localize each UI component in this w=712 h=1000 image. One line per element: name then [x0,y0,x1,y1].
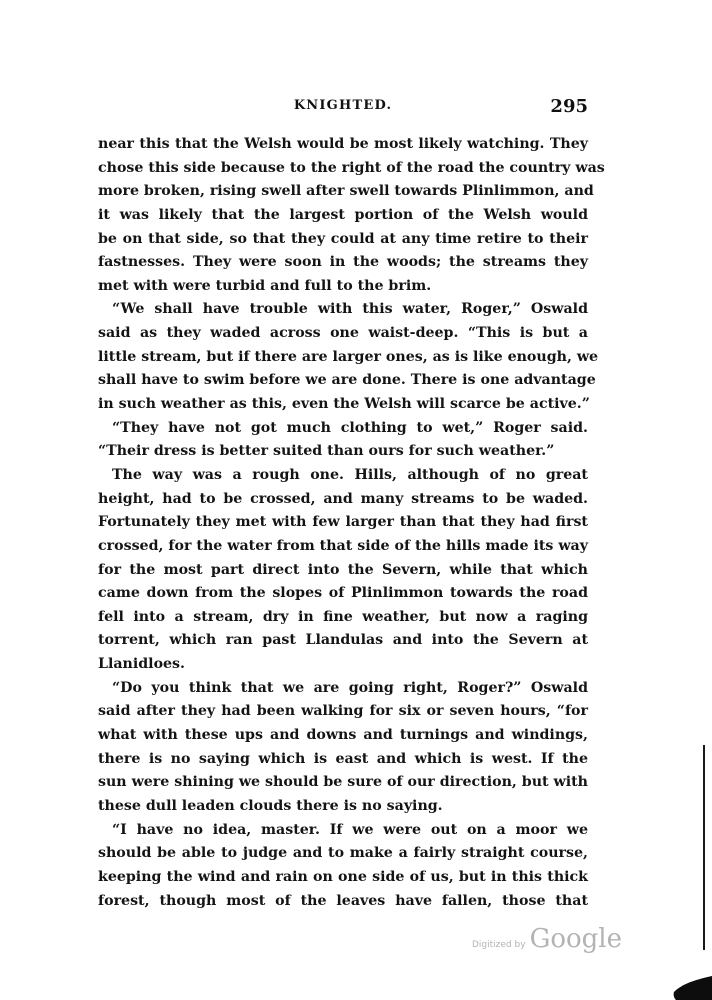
text-line: it was likely that the largest portion of the Welsh would [98,206,588,223]
text-line: Fortunately they met with few larger than that they had first [98,514,588,531]
text-line: what with these ups and downs and turnings and windings, [98,727,588,744]
text-line: in such weather as this, even the Welsh will scarce be active.” [98,396,590,413]
watermark-prefix: Digitized by [472,940,526,950]
text-line: chose this side because to the right of the road the country was [98,159,605,176]
text-line: should be able to judge and to make a fairly straight course, [98,845,588,862]
text-line: fastnesses. They were soon in the woods; the streams they [98,254,588,271]
text-line: crossed, for the water from that side of the hills made its way [98,537,588,554]
scan-thumb-mark [672,962,712,1000]
running-title: KNIGHTED. [293,98,393,113]
running-head [98,96,588,120]
text-line: for the most part direct into the Severn, while that which [98,561,588,578]
text-line: “We shall have trouble with this water, Roger,” Oswald [112,301,588,318]
google-logo: Google [529,924,622,954]
text-line: sun were shining we should be sure of our direction, but with [98,774,588,791]
text-line: “Do you think that we are going right, Roger?” Oswald [112,679,588,696]
text-line: said after they had been walking for six or seven hours, “for [98,703,588,720]
text-line: met with were turbid and full to the brim. [98,277,432,294]
digitized-watermark [472,924,622,954]
text-line: forest, though most of the leaves have fallen, those that [98,892,588,909]
text-line: Llanidloes. [98,656,185,673]
text-line: said as they waded across one waist-deep. “This is but a [98,325,588,342]
page-number: 295 [550,96,588,117]
text-line: came down from the slopes of Plinlimmon towards the road [98,585,588,602]
text-line: keeping the wind and rain on one side of us, but in this thick [98,868,588,885]
text-line: there is no saying which is east and which is west. If the [98,750,588,767]
text-line: more broken, rising swell after swell towards Plinlimmon, and [98,183,594,200]
text-line: “They have not got much clothing to wet,” Roger said. [112,419,588,436]
text-line: shall have to swim before we are done. There is one advantage [98,372,596,389]
body-text [98,133,605,913]
text-line: little stream, but if there are larger ones, as is like enough, we [98,348,599,365]
text-line: “Their dress is better suited than ours for such weather.” [98,443,555,460]
text-line: torrent, which ran past Llandulas and into the Severn at [98,632,588,649]
text-line: be on that side, so that they could at any time retire to their [98,230,588,247]
text-line: fell into a stream, dry in fine weather, but now a raging [98,608,588,625]
text-line: “I have no idea, master. If we were out on a moor we [112,821,588,838]
text-line: height, had to be crossed, and many streams to be waded. [98,490,588,507]
text-line: near this that the Welsh would be most likely watching. They [98,136,588,152]
text-line: The way was a rough one. Hills, although of no great [112,466,588,483]
text-line: these dull leaden clouds there is no saying. [98,797,443,814]
page-edge-shadow [703,745,705,950]
